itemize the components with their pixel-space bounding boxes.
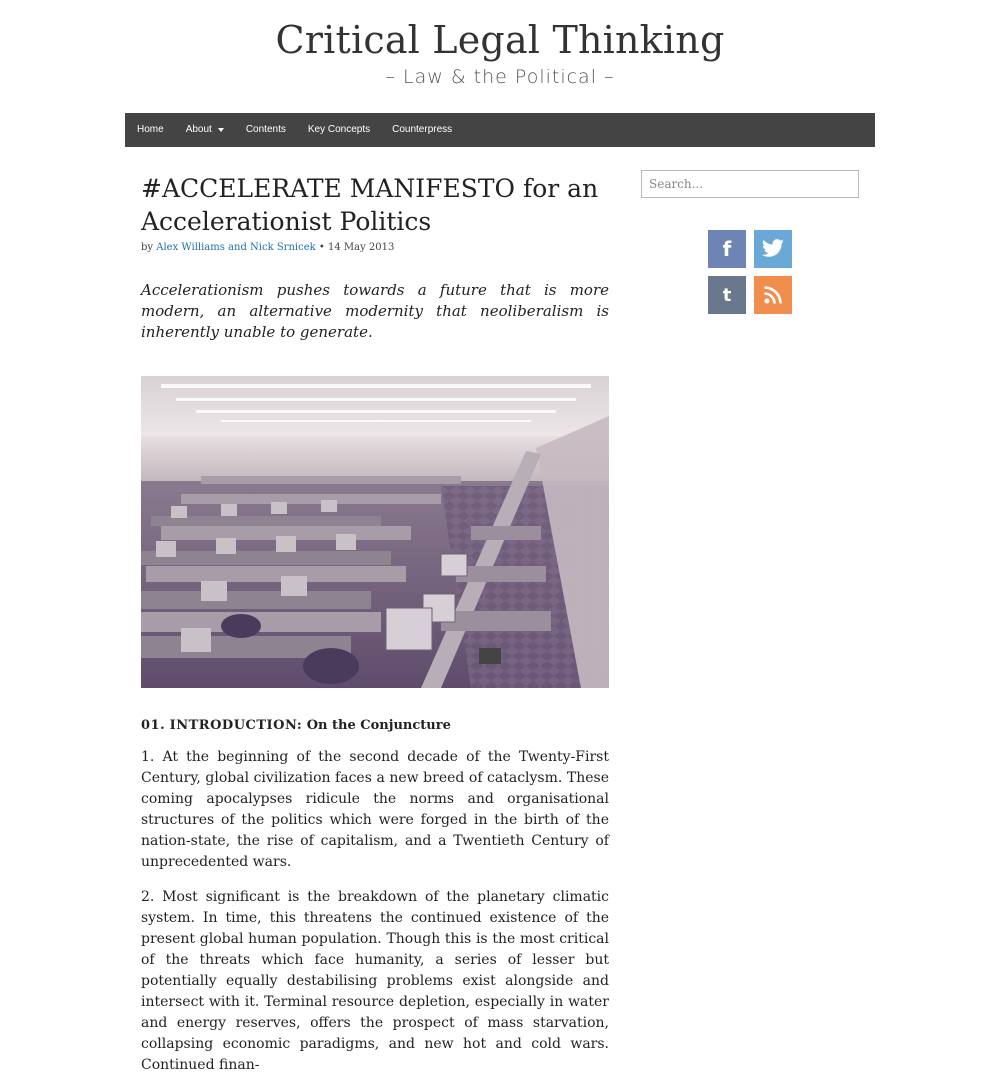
hero-image-office-cubicles xyxy=(141,376,609,688)
nav-label-key-concepts: Key Concepts xyxy=(307,124,371,135)
search-input[interactable] xyxy=(641,170,859,198)
byline-prefix: by xyxy=(141,242,154,253)
section-label: INTRODUCTION: xyxy=(169,718,303,733)
twitter-button[interactable] xyxy=(754,230,792,268)
post-date: 14 May 2013 xyxy=(327,242,395,253)
post-title: #ACCELERATE MANIFESTO for an Accelerationist Politics xyxy=(141,174,599,236)
social-links xyxy=(708,230,792,314)
paragraph-1: 1. At the beginning of the second decade of the Twenty-First Century, global civilization faces a new breed of cataclysm. These coming apocalypses ridicule the norms and organisational structures of the politics which were forged in the birth of the nation-state, the rise of capitalism, and a Twentieth Century of unprecedented wars. xyxy=(141,749,609,870)
nav-label-about: About xyxy=(185,124,212,135)
nav-item-key-concepts[interactable] xyxy=(297,113,381,147)
section-number: 01. xyxy=(141,718,166,733)
author-link[interactable]: Alex Williams and Nick Srnicek xyxy=(156,242,316,253)
nav-item-home[interactable] xyxy=(125,113,175,147)
facebook-button[interactable] xyxy=(708,230,746,268)
byline xyxy=(141,242,609,253)
lead-paragraph: Accelerationism pushes towards a future that is more modern, an alternative modernity that neoliberalism is inherently unable to generate. xyxy=(141,281,609,341)
section-heading xyxy=(141,718,609,733)
chevron-down-icon xyxy=(218,128,224,132)
sidebar xyxy=(641,170,859,306)
site-title[interactable]: Critical Legal Thinking xyxy=(275,18,725,62)
rss-icon xyxy=(763,285,783,305)
nav-item-about[interactable] xyxy=(175,113,235,147)
rss-button[interactable] xyxy=(754,276,792,314)
nav-label-counterpress: Counterpress xyxy=(392,124,453,135)
site-header xyxy=(0,0,1000,113)
twitter-icon xyxy=(761,239,785,259)
site-tagline: – Law & the Political – xyxy=(385,66,615,88)
article xyxy=(141,147,609,1090)
facebook-icon: f xyxy=(722,237,732,261)
paragraph-2: 2. Most significant is the breakdown of the planetary climatic system. In time, this threatens the continued existence of the present global human population. Though this is the most critical of the threats which face humanity, a series of lesser but potentially equally destabilising problems exist alongside and intersect with it. Terminal resource depletion, especially in water and energy reserves, offers the prospect of mass starvation, collapsing economic paradigms, and new hot and cold wars. Continued finan- xyxy=(141,889,609,1073)
tumblr-button[interactable] xyxy=(708,276,746,314)
tumblr-icon: t xyxy=(722,284,732,306)
byline-separator: • xyxy=(318,242,325,253)
main-navigation xyxy=(125,113,875,147)
nav-label-contents: Contents xyxy=(245,124,286,135)
section-title: On the Conjuncture xyxy=(306,718,451,733)
nav-label-home: Home xyxy=(137,124,164,135)
nav-item-counterpress[interactable] xyxy=(381,113,463,147)
nav-item-contents[interactable] xyxy=(235,113,297,147)
